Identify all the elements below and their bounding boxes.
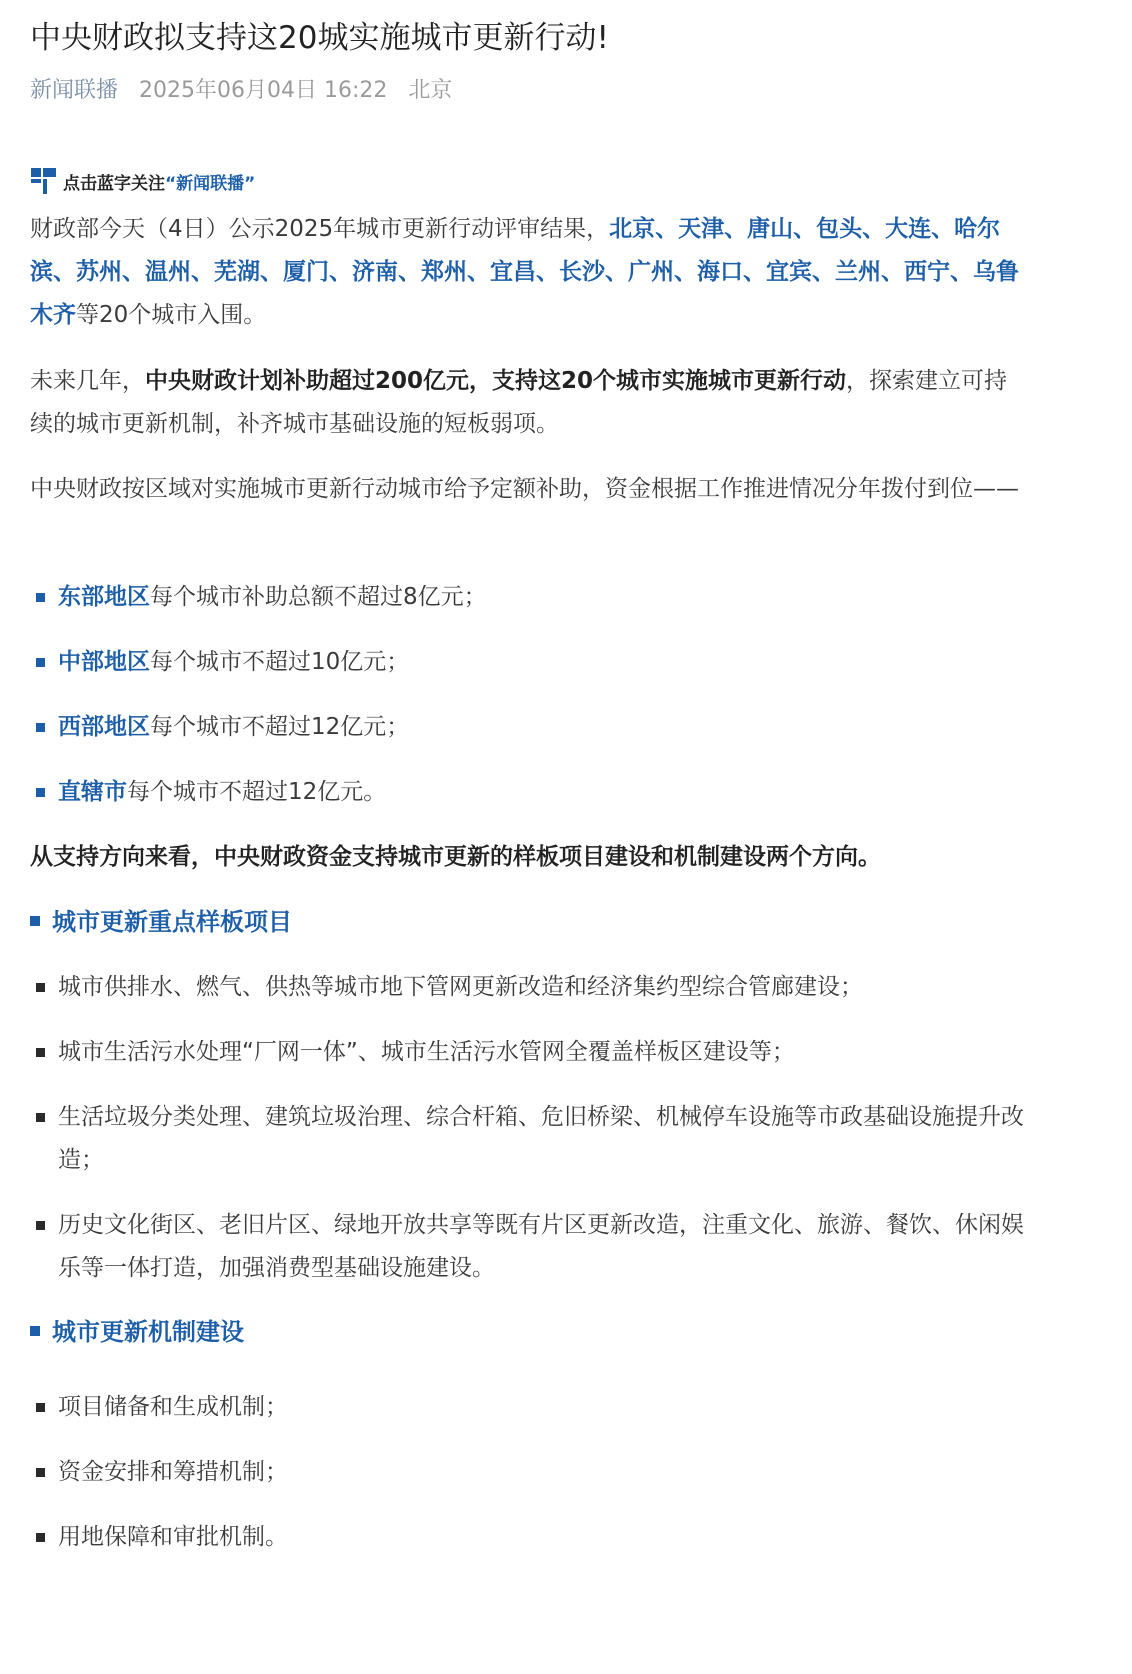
list-item (30, 1516, 1030, 1559)
list-item-text: 资金安排和筹措机制； (58, 1459, 288, 1485)
section-heading-model-projects (30, 904, 292, 940)
article-title: 中央财政拟支持这20城实施城市更新行动! (30, 20, 609, 56)
list-item-text: 城市生活污水处理“厂网一体”、城市生活污水管网全覆盖样板区建设等； (58, 1039, 795, 1065)
bullet-icon (36, 1533, 45, 1542)
bullet-icon (36, 983, 45, 992)
section-heading-mechanism (30, 1314, 244, 1350)
account-name-link[interactable]: 新闻联播 (30, 78, 119, 103)
list-item-region (30, 641, 1030, 684)
list-item (30, 1386, 1030, 1429)
bullet-icon (36, 1113, 45, 1122)
bullet-icon (36, 593, 45, 602)
region-name: 西部地区 (58, 714, 150, 740)
bullet-icon (36, 723, 45, 732)
para2-tail: ，探索建立可持续的城市更新机制，补齐城市基础设施的短板弱项。 (30, 368, 1008, 437)
list-item-text: 项目储备和生成机制； (58, 1394, 288, 1420)
square-bullet-icon (30, 1326, 40, 1336)
selected-cities: 北京、天津、唐山、包头、大连、哈尔滨、苏州、温州、芜湖、厦门、济南、郑州、宜昌、长沙、广州、海口、宜宾、兰州、西宁、乌鲁木齐 (30, 216, 1019, 328)
para1-tail: 等20个城市入围。 (76, 302, 267, 328)
list-item (30, 1031, 1030, 1074)
list-item (30, 1204, 1030, 1290)
bullet-icon (36, 1221, 45, 1230)
region-name: 中部地区 (58, 649, 150, 675)
list-item-region (30, 771, 1030, 814)
list-item (30, 1451, 1030, 1494)
follow-account-name[interactable]: “新闻联播” (165, 173, 256, 194)
region-amount: 每个城市不超过12亿元。 (127, 779, 387, 805)
list-item (30, 966, 1030, 1009)
para2-bold: 中央财政计划补助超过200亿元，支持这20个城市实施城市更新行动 (145, 368, 847, 394)
bullet-icon (36, 1048, 45, 1057)
follow-prompt[interactable] (30, 166, 255, 196)
section-heading-text: 城市更新重点样板项目 (52, 908, 292, 936)
region-amount: 每个城市不超过10亿元； (150, 649, 410, 675)
region-name: 直辖市 (58, 779, 127, 805)
region-amount: 每个城市补助总额不超过8亿元； (150, 584, 487, 610)
para2-lead: 未来几年， (30, 368, 145, 394)
bullet-icon (36, 788, 45, 797)
news-logo-icon (30, 166, 58, 196)
para1-lead: 财政部今天（4日）公示2025年城市更新行动评审结果， (30, 216, 610, 242)
list-item-text: 用地保障和审批机制。 (58, 1524, 288, 1550)
follow-prefix: 点击蓝字关注 (63, 173, 165, 194)
list-item-region (30, 576, 1030, 619)
bullet-icon (36, 658, 45, 667)
bullet-icon (36, 1468, 45, 1477)
publish-datetime: 2025年06月04日 16:22 (139, 78, 388, 103)
region-name: 东部地区 (58, 584, 150, 610)
list-item-text: 城市供排水、燃气、供热等城市地下管网更新改造和经济集约型综合管廊建设； (58, 974, 863, 1000)
paragraph-regional-quota: 中央财政按区域对实施城市更新行动城市给予定额补助，资金根据工作推进情况分年拨付到位—— (30, 476, 1019, 502)
region-amount: 每个城市不超过12亿元； (150, 714, 410, 740)
list-item (30, 1096, 1030, 1182)
article-meta (30, 76, 452, 106)
bullet-icon (36, 1403, 45, 1412)
paragraph-city-list (30, 208, 1030, 337)
list-item-text: 历史文化街区、老旧片区、绿地开放共享等既有片区更新改造，注重文化、旅游、餐饮、休闲娱乐等一体打造，加强消费型基础设施建设。 (58, 1212, 1024, 1281)
publish-location: 北京 (408, 78, 453, 103)
square-bullet-icon (30, 916, 40, 926)
paragraph-subsidy-plan (30, 360, 1030, 446)
list-item-text: 生活垃圾分类处理、建筑垃圾治理、综合杆箱、危旧桥梁、机械停车设施等市政基础设施提升改造； (58, 1104, 1024, 1173)
list-item-region (30, 706, 1030, 749)
section-heading-text: 城市更新机制建设 (52, 1318, 244, 1346)
paragraph-support-direction: 从支持方向来看，中央财政资金支持城市更新的样板项目建设和机制建设两个方向。 (30, 844, 881, 870)
